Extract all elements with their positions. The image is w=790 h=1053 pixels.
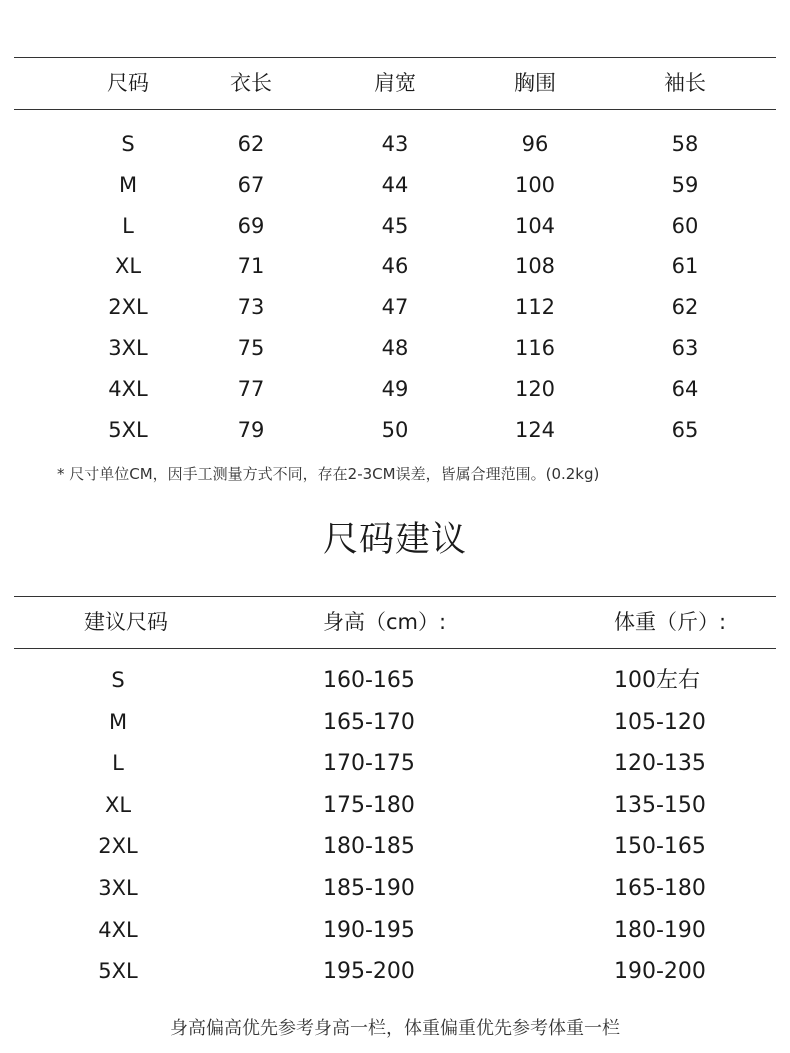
measurement-value: 45 — [381, 213, 409, 238]
height-range: 180-185 — [323, 834, 415, 860]
measurement-value: 58 — [671, 132, 699, 156]
recommend-size: 4XL — [98, 917, 138, 942]
size-header-cell: 衣长 — [230, 71, 272, 95]
size-label: 5XL — [108, 417, 148, 442]
measurement-value: 62 — [237, 132, 265, 156]
table-header-rule — [14, 109, 776, 110]
measurement-value: 71 — [237, 254, 265, 279]
recommend-header-cell: 建议尺码 — [84, 610, 168, 634]
measurement-value: 65 — [671, 417, 699, 442]
measurement-value: 108 — [514, 254, 556, 279]
recommend-size: 3XL — [98, 876, 138, 900]
measurement-value: 47 — [381, 295, 409, 320]
measurement-value: 73 — [237, 295, 265, 320]
measurement-value: 69 — [237, 213, 265, 238]
measurement-value: 62 — [671, 295, 699, 320]
weight-range: 165-180 — [614, 876, 706, 901]
measurement-value: 120 — [514, 376, 556, 401]
recommend-size: M — [108, 709, 128, 734]
size-header-cell: 袖长 — [664, 71, 706, 95]
recommend-header-rule — [14, 648, 776, 649]
measurement-value: 77 — [237, 376, 265, 401]
weight-range: 190-200 — [614, 959, 706, 985]
recommend-size: L — [112, 751, 124, 776]
height-range: 185-190 — [323, 876, 415, 901]
recommend-header-cell: 身高（cm）: — [323, 610, 447, 634]
size-label: 4XL — [108, 376, 148, 401]
size-label: 2XL — [108, 295, 148, 320]
measurement-value: 60 — [671, 213, 699, 238]
measurement-value: 48 — [381, 336, 409, 360]
height-range: 190-195 — [323, 917, 415, 943]
measurement-note: * 尺寸单位CM，因手工测量方式不同，存在2-3CM误差，皆属合理范围。(0.2kg) — [57, 465, 600, 483]
recommend-size: S — [111, 668, 125, 692]
measurement-value: 59 — [671, 172, 699, 197]
measurement-value: 100 — [514, 172, 556, 197]
weight-range: 120-135 — [614, 751, 706, 777]
height-range: 195-200 — [323, 959, 415, 985]
measurement-value: 63 — [671, 336, 699, 360]
size-header-cell: 尺码 — [107, 71, 149, 95]
measurement-value: 96 — [521, 132, 549, 156]
measurement-value: 116 — [514, 336, 556, 360]
footer-hint: 身高偏高优先参考身高一栏，体重偏重优先参考体重一栏 — [170, 1018, 620, 1039]
height-range: 170-175 — [323, 751, 415, 777]
measurement-value: 104 — [514, 213, 556, 238]
measurement-value: 44 — [381, 172, 409, 197]
measurement-value: 43 — [381, 132, 409, 156]
recommend-top-rule — [14, 596, 776, 597]
measurement-value: 50 — [381, 417, 409, 442]
measurement-value: 67 — [237, 172, 265, 197]
weight-range: 100左右 — [614, 668, 700, 693]
recommend-header-cell: 体重（斤）: — [614, 610, 727, 634]
recommend-size: 2XL — [98, 834, 138, 859]
size-label: M — [118, 172, 138, 197]
size-header-cell: 肩宽 — [374, 71, 416, 95]
measurement-value: 49 — [381, 376, 409, 401]
height-range: 160-165 — [323, 668, 415, 693]
measurement-value: 46 — [381, 254, 409, 279]
recommend-size: XL — [104, 792, 132, 817]
measurement-value: 79 — [237, 417, 265, 442]
measurement-value: 75 — [237, 336, 265, 360]
height-range: 165-170 — [323, 709, 415, 735]
size-label: S — [121, 132, 135, 156]
measurement-value: 112 — [514, 295, 556, 320]
size-label: XL — [114, 254, 142, 279]
recommend-size: 5XL — [98, 959, 138, 984]
measurement-value: 64 — [671, 376, 699, 401]
height-range: 175-180 — [323, 792, 415, 818]
measurement-value: 124 — [514, 417, 556, 442]
weight-range: 105-120 — [614, 709, 706, 735]
size-label: L — [122, 213, 134, 238]
measurement-value: 61 — [671, 254, 699, 279]
section-title: 尺码建议 — [322, 520, 467, 560]
table-top-rule — [14, 57, 776, 58]
size-label: 3XL — [108, 336, 148, 360]
weight-range: 150-165 — [614, 834, 706, 860]
weight-range: 180-190 — [614, 917, 706, 943]
weight-range: 135-150 — [614, 792, 706, 818]
size-header-cell: 胸围 — [514, 71, 556, 95]
